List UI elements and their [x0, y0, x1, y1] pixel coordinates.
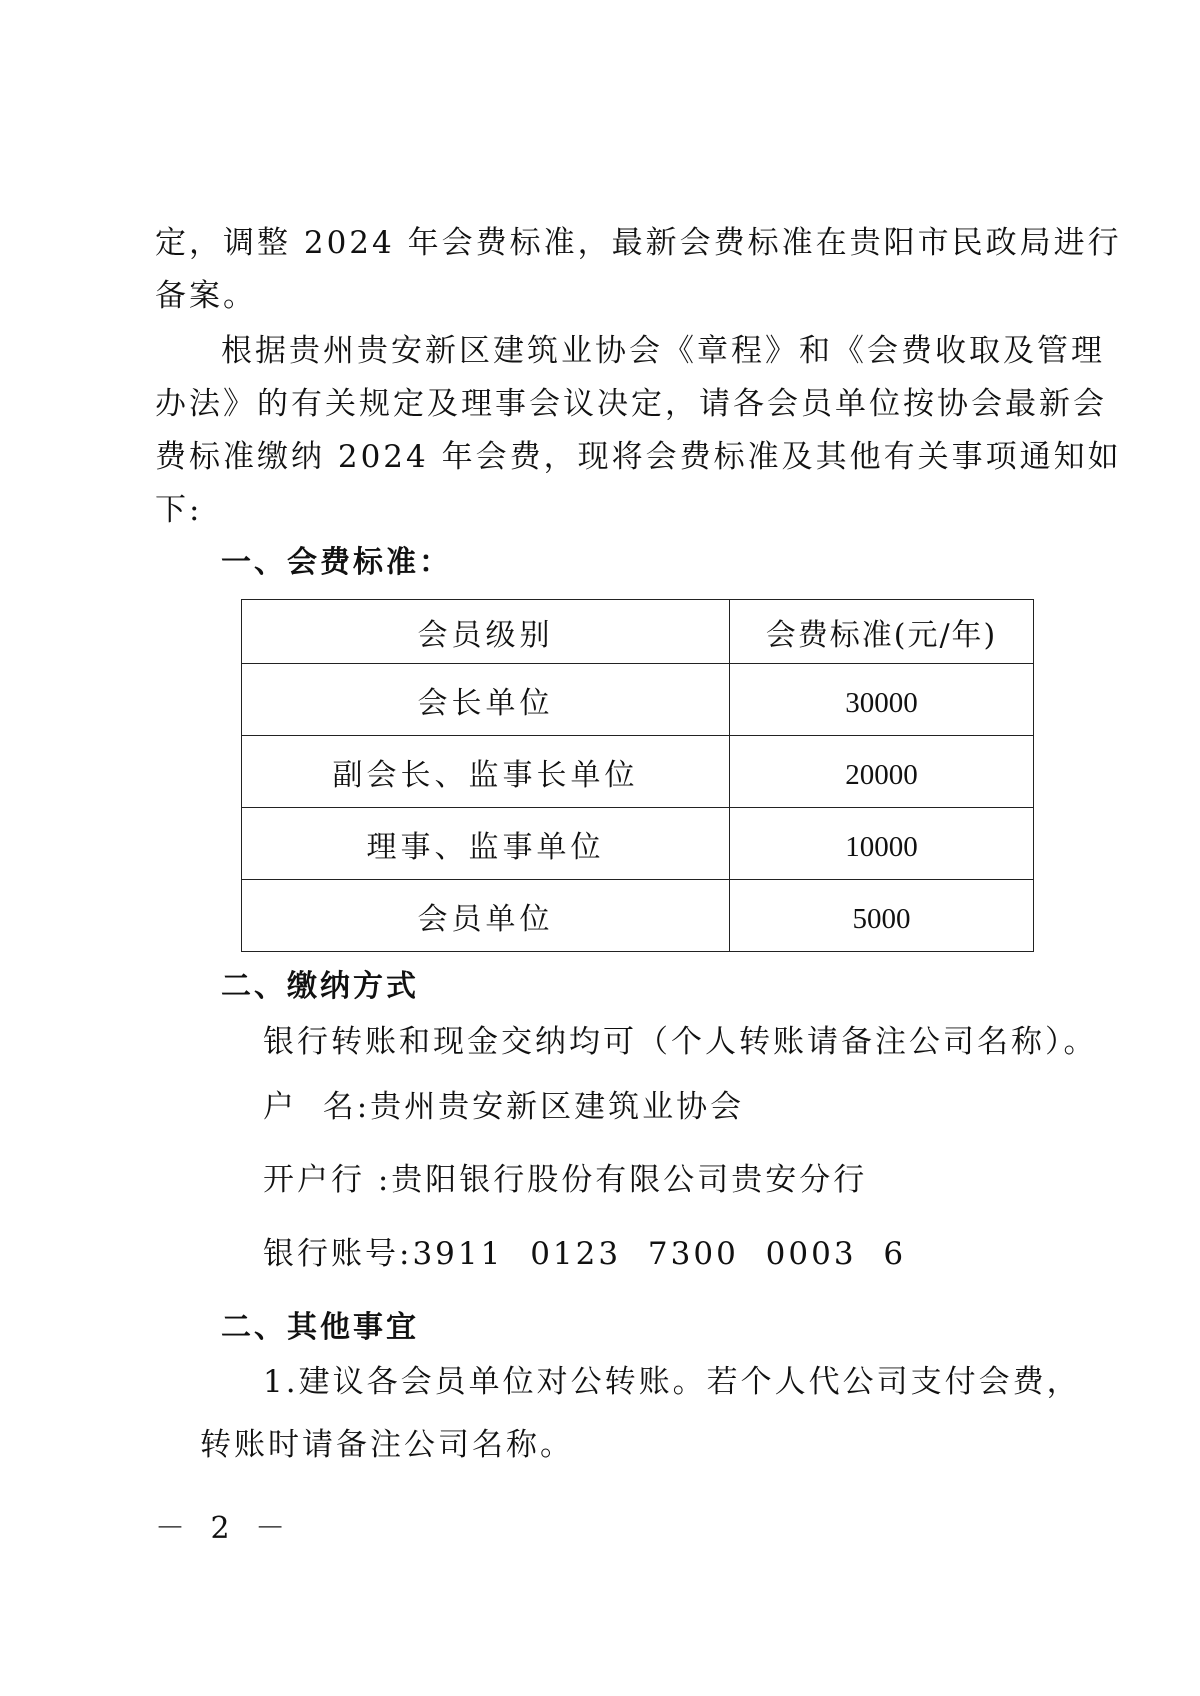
table-row	[242, 736, 1034, 808]
fee-amount-cell: 10000	[730, 808, 1034, 880]
payment-note: 银行转账和现金交纳均可（个人转账请备注公司名称）。	[263, 1024, 1098, 1060]
bank-name: 开户行 :贵阳银行股份有限公司贵安分行	[263, 1162, 868, 1198]
section-heading-other-matters: 二、其他事宜	[221, 1310, 419, 1345]
section-heading-fee-standard: 一、会费标准：	[221, 545, 452, 580]
paragraph-line: 费标准缴纳 2024 年会费，现将会费标准及其他有关事项通知如	[155, 439, 1122, 475]
paragraph-line: 定，调整 2024 年会费标准，最新会费标准在贵阳市民政局进行	[155, 225, 1122, 261]
member-level-cell: 副会长、监事长单位	[242, 736, 730, 808]
account-number: 银行账号:3911 0123 7300 0003 6	[263, 1236, 907, 1272]
section-heading-payment-method: 二、缴纳方式	[221, 969, 419, 1004]
member-level-cell: 理事、监事单位	[242, 808, 730, 880]
other-item-line: 转账时请备注公司名称。	[200, 1427, 574, 1463]
member-level-cell: 会员单位	[242, 880, 730, 952]
table-header-cell: 会员级别	[242, 600, 730, 664]
paragraph-line: 备案。	[155, 278, 257, 314]
table-header-row	[242, 600, 1034, 664]
paragraph-line: 办法》的有关规定及理事会议决定，请各会员单位按协会最新会	[155, 386, 1107, 422]
other-item-line: 1.建议各会员单位对公转账。若个人代公司支付会费，	[263, 1364, 1081, 1400]
fee-amount-cell: 30000	[730, 664, 1034, 736]
account-name: 户 名:贵州贵安新区建筑业协会	[263, 1089, 745, 1125]
paragraph-line: 根据贵州贵安新区建筑业协会《章程》和《会费收取及管理	[221, 333, 1105, 369]
fee-amount-cell: 5000	[730, 880, 1034, 952]
table-row	[242, 664, 1034, 736]
paragraph-line: 下:	[155, 492, 203, 528]
table-row	[242, 880, 1034, 952]
fee-amount-cell: 20000	[730, 736, 1034, 808]
page-number: － 2 －	[155, 1511, 294, 1546]
table-header-cell: 会费标准(元/年)	[730, 600, 1034, 664]
fee-table	[241, 599, 1034, 952]
member-level-cell: 会长单位	[242, 664, 730, 736]
table-row	[242, 808, 1034, 880]
